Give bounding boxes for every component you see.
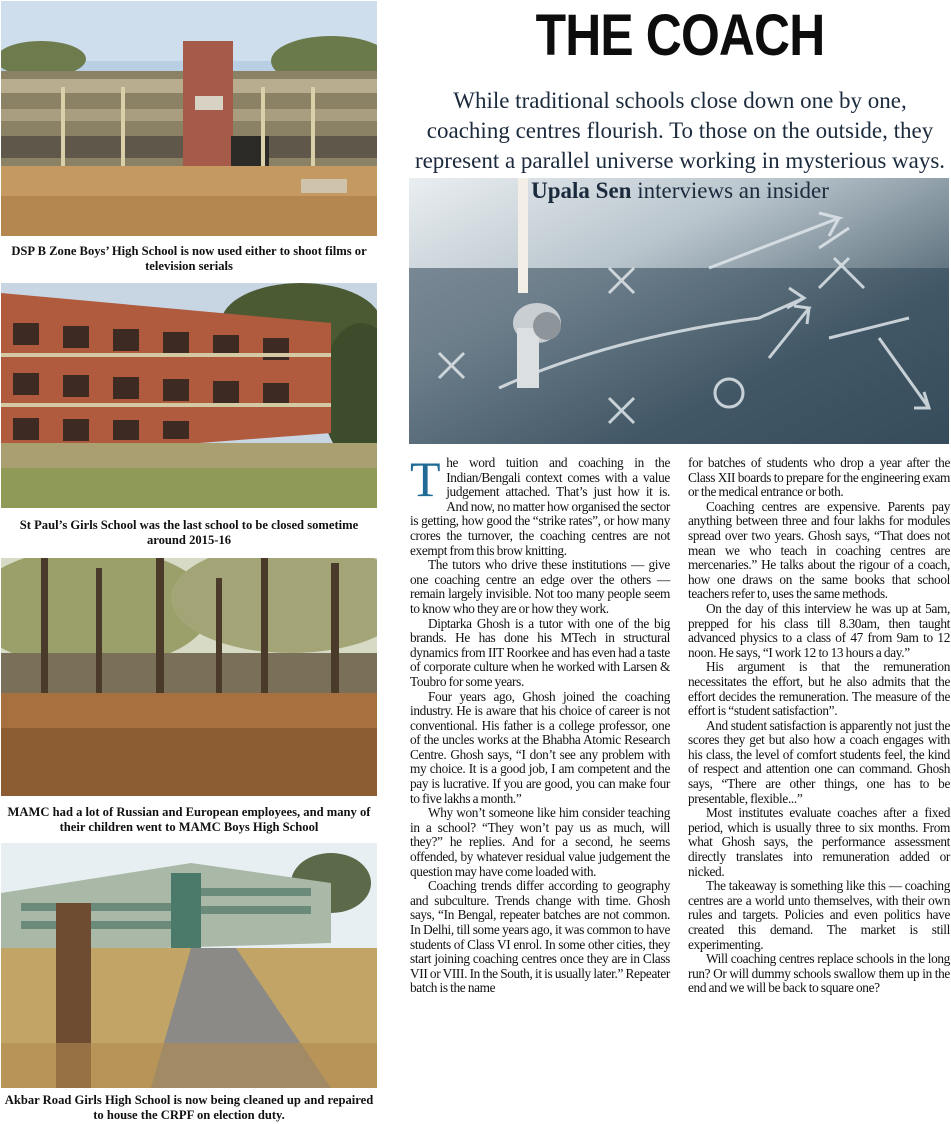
standfirst-text: While traditional schools close down one by one, coaching centres flourish. To those on the outside, they represent a parallel universe working in mysterious ways. [414, 88, 946, 173]
article-paragraph: he word tuition and coaching in the Indian/Bengali context comes with a value judgement attached. That’s just how it is. And now, no matter how organised the sector is getting, how good the “strike rates”, or how many crores the turnover, the coaching centres are not exempt from this brow knitting. [410, 455, 670, 558]
drop-cap: T [410, 451, 441, 507]
article-column-1 [410, 451, 670, 996]
article-column-2 [688, 456, 950, 996]
hero-photo [409, 178, 949, 444]
photo-caption: DSP B Zone Boys’ High School is now used either to shoot films or television serials [11, 244, 367, 273]
forest-school-photo-icon [1, 558, 377, 796]
byline-rest: interviews an insider [631, 178, 829, 203]
article-paragraph: Four years ago, Ghosh joined the coaching industry. He is aware that his choice of career is not conventional. His father is a college professor, one of the uncles works at the Bhabha Atomic Research Centre. Ghosh says, “I don’t see any problem with my choice. It is a good job, I am competent and the pay is lucrative. If you are good, you can make four to five lakhs a month.” [410, 688, 670, 806]
article-paragraph: On the day of this interview he was up at 5am, prepped for his class till 8.30am, then taught advanced physics to a class of 47 from 9am to 12 noon. He says, “I work 12 to 13 hours a day.” [688, 600, 950, 660]
school-building-photo-icon [1, 283, 377, 508]
headline: THE COACH [535, 3, 825, 68]
photo-st-pauls-school [1, 283, 377, 508]
article-paragraph: Coaching centres are expensive. Parents pay anything between three and four lakhs for modules spread over two years. Ghosh says, “That does not mean we who teach in coaching centres are mercenaries.” He talks about the rigour of a coach, how one draws on the same books that school teachers refer to, uses the same methods. [688, 498, 950, 602]
photo-akbar-road-school [1, 843, 377, 1088]
whistle-chalkboard-photo-icon [409, 178, 949, 444]
article-paragraph: Why won’t someone like him consider teaching in a school? “They won’t pay us as much, will they?” he replies. And for a second, he seems offended, by whatever residual value judgement the question may have come loaded with. [410, 805, 670, 879]
photo-caption: St Paul’s Girls School was the last school to be closed sometime around 2015-16 [19, 518, 359, 547]
photo-caption: Akbar Road Girls High School is now being cleaned up and repaired to house the CRPF on election duty. [4, 1093, 374, 1122]
article-paragraph: And student satisfaction is apparently not just the scores they get but also how a coach engages with his class, the level of comfort students feel, the kind of respect and attention one can command. Ghosh says, “There are other things, one has to be presentable, flexible...” [688, 717, 950, 806]
photo-caption: MAMC had a lot of Russian and European employees, and many of their children went to MAMC Boys High School [7, 805, 371, 834]
article-paragraph: Coaching trends differ according to geography and subculture. Trends change with time. Ghosh says, “In Bengal, repeater batches are not common. In Delhi, till some years ago, it was common to have students of Class VI enrol. In some other cities, they start joining coaching centres once they are in Class VII or VIII. In the South, it is usually later.” Repeater batch is the name [410, 878, 670, 996]
article-paragraph: Diptarka Ghosh is a tutor with one of the big brands. He has done his MTech in structural dynamics from IIT Roorkee and has even had a taste of corporate culture when he worked with Larsen & Toubro for some years. [410, 615, 670, 689]
school-building-photo-icon [1, 1, 377, 236]
school-road-photo-icon [1, 843, 377, 1088]
photo-dsp-school [1, 1, 377, 236]
article-paragraph: Will coaching centres replace schools in the long run? Or will dummy schools swallow them up in the end and we will be back to square one? [688, 951, 950, 996]
article-paragraph: for batches of students who drop a year after the Class XII boards to prepare for the engineering exam or the medical entrance or both. [688, 455, 950, 500]
article-paragraph: His argument is that the remuneration necessitates the effort, but he also admits that the effort decides the remuneration. The measure of the effort is “student satisfaction”. [688, 659, 950, 719]
photo-mamc-school [1, 558, 377, 796]
standfirst [410, 86, 950, 206]
article-paragraph: Most institutes evaluate coaches after a fixed period, which is usually three to six months. From what Ghosh says, the performance assessment directly translates into remuneration added or nicked. [688, 805, 950, 879]
article-paragraph: The takeaway is something like this — coaching centres are a world unto themselves, with their own rules and targets. Policies and even politics have created this demand. The market is still experimenting. [688, 878, 950, 952]
byline-name: Upala Sen [531, 178, 632, 203]
article-paragraph: The tutors who drive these institutions — give one coaching centre an edge over the others — remain largely invisible. Not too many people seem to know who they are or how they work. [410, 557, 670, 616]
